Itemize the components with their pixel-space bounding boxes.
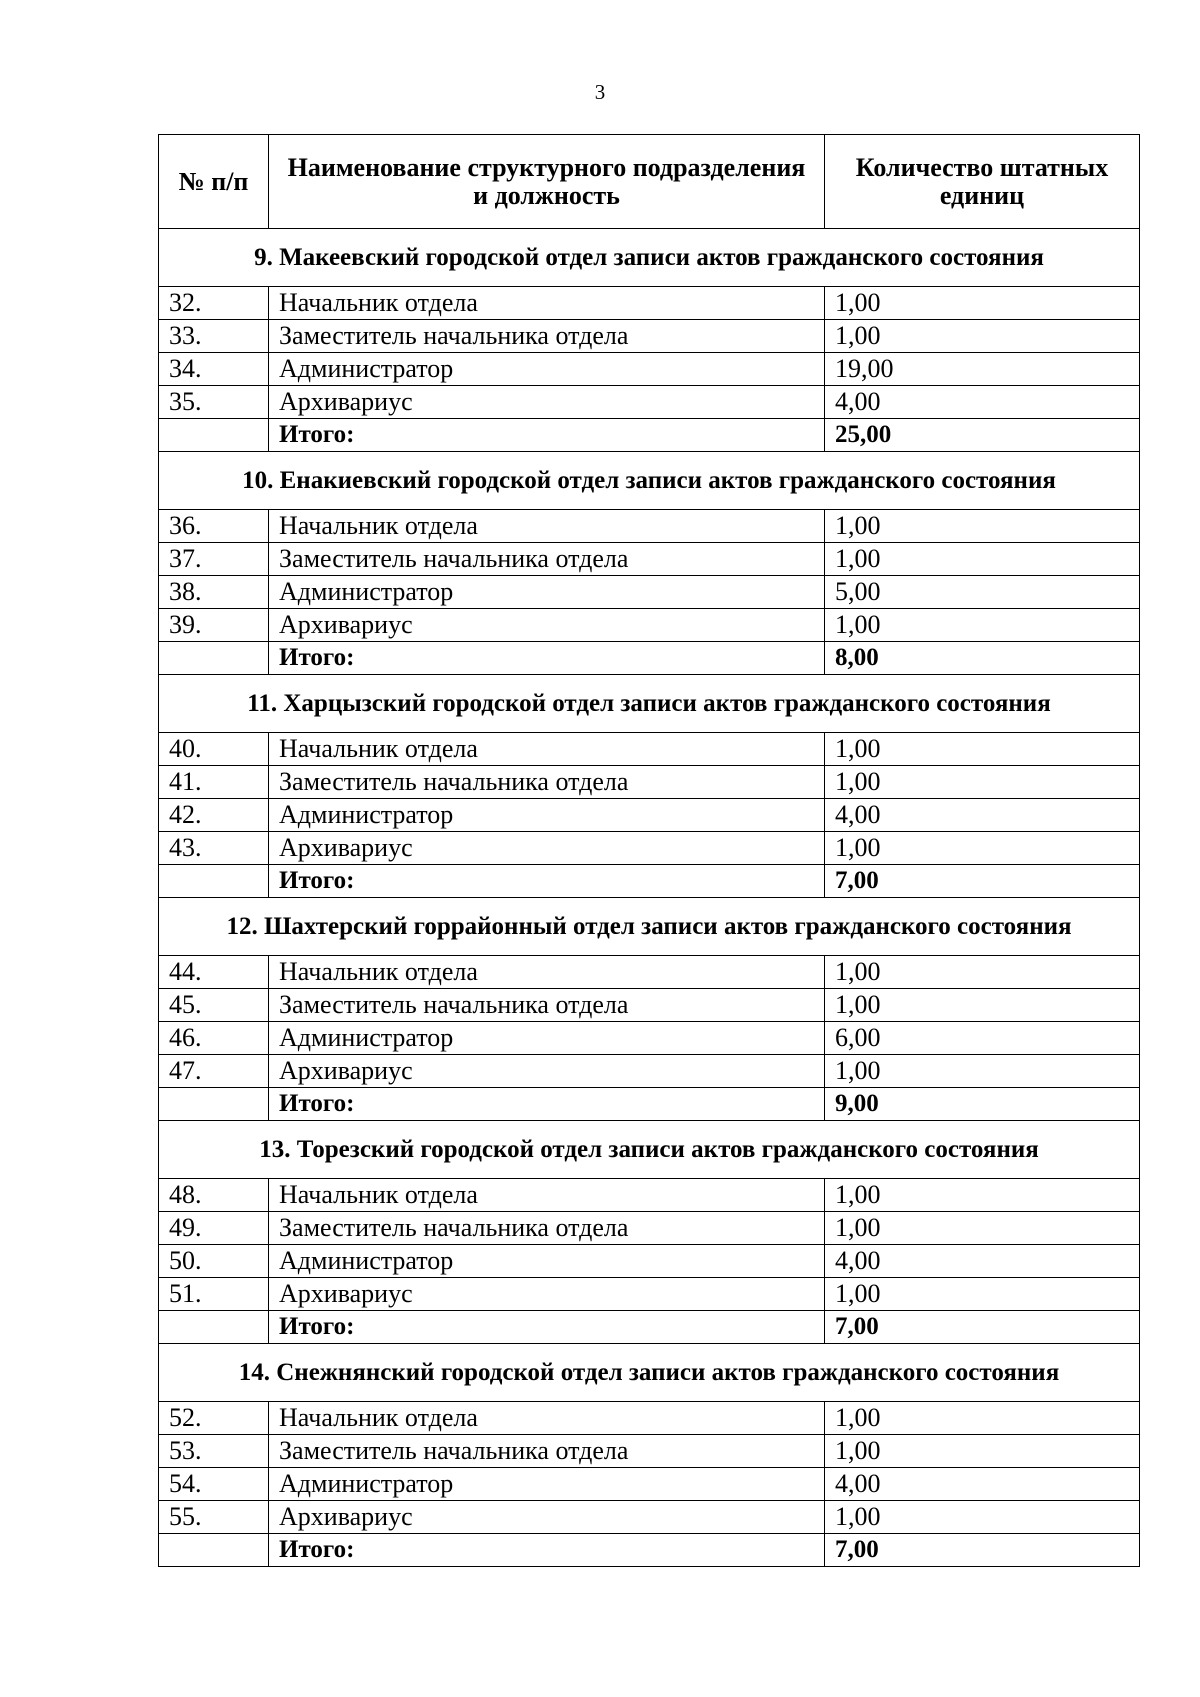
position-name: Администратор bbox=[269, 1245, 825, 1278]
row-number: 44. bbox=[159, 956, 269, 989]
position-name: Заместитель начальника отдела bbox=[269, 543, 825, 576]
row-number: 53. bbox=[159, 1435, 269, 1468]
table-row bbox=[159, 989, 1140, 1022]
section-title: 13. Торезский городской отдел записи актов гражданского состояния bbox=[159, 1121, 1140, 1179]
row-number: 32. bbox=[159, 287, 269, 320]
row-number: 48. bbox=[159, 1179, 269, 1212]
section-heading-row bbox=[159, 452, 1140, 510]
position-name: Администратор bbox=[269, 576, 825, 609]
row-number: 54. bbox=[159, 1468, 269, 1501]
staff-quantity: 5,00 bbox=[825, 576, 1140, 609]
table-row bbox=[159, 1245, 1140, 1278]
table-row bbox=[159, 353, 1140, 386]
table-row bbox=[159, 1055, 1140, 1088]
position-name: Заместитель начальника отдела bbox=[269, 1435, 825, 1468]
staff-quantity: 19,00 bbox=[825, 353, 1140, 386]
total-label: Итого: bbox=[269, 1534, 825, 1567]
row-number: 33. bbox=[159, 320, 269, 353]
position-name: Архивариус bbox=[269, 1501, 825, 1534]
staff-quantity: 1,00 bbox=[825, 1055, 1140, 1088]
total-empty-cell bbox=[159, 865, 269, 898]
section-heading-row bbox=[159, 1344, 1140, 1402]
total-label: Итого: bbox=[269, 419, 825, 452]
position-name: Архивариус bbox=[269, 609, 825, 642]
section-title: 9. Макеевский городской отдел записи актов гражданского состояния bbox=[159, 229, 1140, 287]
table-row bbox=[159, 832, 1140, 865]
staff-quantity: 1,00 bbox=[825, 1402, 1140, 1435]
table-row bbox=[159, 1435, 1140, 1468]
total-label: Итого: bbox=[269, 865, 825, 898]
table-row bbox=[159, 510, 1140, 543]
total-value: 8,00 bbox=[825, 642, 1140, 675]
row-number: 49. bbox=[159, 1212, 269, 1245]
position-name: Администратор bbox=[269, 1468, 825, 1501]
header-name: Наименование структурного подразделения и должность bbox=[269, 135, 825, 229]
table-row bbox=[159, 1501, 1140, 1534]
table-body bbox=[159, 229, 1140, 1567]
staff-quantity: 4,00 bbox=[825, 1245, 1140, 1278]
total-label: Итого: bbox=[269, 642, 825, 675]
table-row bbox=[159, 609, 1140, 642]
table-row bbox=[159, 1022, 1140, 1055]
row-number: 50. bbox=[159, 1245, 269, 1278]
position-name: Архивариус bbox=[269, 832, 825, 865]
position-name: Администратор bbox=[269, 799, 825, 832]
header-number: № п/п bbox=[159, 135, 269, 229]
total-row bbox=[159, 1534, 1140, 1567]
position-name: Архивариус bbox=[269, 1055, 825, 1088]
position-name: Администратор bbox=[269, 1022, 825, 1055]
position-name: Администратор bbox=[269, 353, 825, 386]
staff-quantity: 1,00 bbox=[825, 543, 1140, 576]
staff-quantity: 1,00 bbox=[825, 832, 1140, 865]
staff-quantity: 1,00 bbox=[825, 510, 1140, 543]
total-label: Итого: bbox=[269, 1088, 825, 1121]
staff-quantity: 1,00 bbox=[825, 1179, 1140, 1212]
total-row bbox=[159, 419, 1140, 452]
table-row bbox=[159, 1212, 1140, 1245]
staff-quantity: 4,00 bbox=[825, 799, 1140, 832]
table-row bbox=[159, 766, 1140, 799]
position-name: Начальник отдела bbox=[269, 956, 825, 989]
page-number: 3 bbox=[594, 80, 606, 104]
table-row bbox=[159, 733, 1140, 766]
section-heading-row bbox=[159, 675, 1140, 733]
row-number: 40. bbox=[159, 733, 269, 766]
table-row bbox=[159, 956, 1140, 989]
section-title: 11. Харцызский городской отдел записи актов гражданского состояния bbox=[159, 675, 1140, 733]
total-value: 7,00 bbox=[825, 1534, 1140, 1567]
staff-quantity: 1,00 bbox=[825, 1212, 1140, 1245]
staff-quantity: 1,00 bbox=[825, 989, 1140, 1022]
table-row bbox=[159, 1402, 1140, 1435]
position-name: Начальник отдела bbox=[269, 510, 825, 543]
staff-quantity: 1,00 bbox=[825, 733, 1140, 766]
row-number: 52. bbox=[159, 1402, 269, 1435]
staff-quantity: 1,00 bbox=[825, 1278, 1140, 1311]
row-number: 39. bbox=[159, 609, 269, 642]
staff-quantity: 1,00 bbox=[825, 1435, 1140, 1468]
total-value: 7,00 bbox=[825, 865, 1140, 898]
total-value: 9,00 bbox=[825, 1088, 1140, 1121]
staff-quantity: 1,00 bbox=[825, 766, 1140, 799]
total-row bbox=[159, 642, 1140, 675]
total-row bbox=[159, 1088, 1140, 1121]
position-name: Начальник отдела bbox=[269, 287, 825, 320]
position-name: Архивариус bbox=[269, 386, 825, 419]
staff-quantity: 1,00 bbox=[825, 609, 1140, 642]
position-name: Начальник отдела bbox=[269, 1179, 825, 1212]
staffing-table bbox=[158, 134, 1140, 1567]
position-name: Начальник отдела bbox=[269, 1402, 825, 1435]
table-header-row bbox=[159, 135, 1140, 229]
section-heading-row bbox=[159, 898, 1140, 956]
staff-quantity: 1,00 bbox=[825, 1501, 1140, 1534]
row-number: 46. bbox=[159, 1022, 269, 1055]
table-row bbox=[159, 1278, 1140, 1311]
staff-quantity: 4,00 bbox=[825, 386, 1140, 419]
staff-quantity: 1,00 bbox=[825, 287, 1140, 320]
header-quantity: Количество штатных единиц bbox=[825, 135, 1140, 229]
row-number: 47. bbox=[159, 1055, 269, 1088]
position-name: Заместитель начальника отдела bbox=[269, 1212, 825, 1245]
total-value: 7,00 bbox=[825, 1311, 1140, 1344]
table-row bbox=[159, 1468, 1140, 1501]
row-number: 36. bbox=[159, 510, 269, 543]
total-empty-cell bbox=[159, 419, 269, 452]
section-heading-row bbox=[159, 229, 1140, 287]
total-empty-cell bbox=[159, 642, 269, 675]
staff-quantity: 4,00 bbox=[825, 1468, 1140, 1501]
total-empty-cell bbox=[159, 1311, 269, 1344]
section-title: 10. Енакиевский городской отдел записи актов гражданского состояния bbox=[159, 452, 1140, 510]
staff-quantity: 1,00 bbox=[825, 956, 1140, 989]
table-row bbox=[159, 576, 1140, 609]
table-row bbox=[159, 799, 1140, 832]
row-number: 51. bbox=[159, 1278, 269, 1311]
row-number: 35. bbox=[159, 386, 269, 419]
row-number: 43. bbox=[159, 832, 269, 865]
total-row bbox=[159, 1311, 1140, 1344]
position-name: Заместитель начальника отдела bbox=[269, 320, 825, 353]
position-name: Заместитель начальника отдела bbox=[269, 766, 825, 799]
staff-quantity: 1,00 bbox=[825, 320, 1140, 353]
row-number: 37. bbox=[159, 543, 269, 576]
staff-quantity: 6,00 bbox=[825, 1022, 1140, 1055]
total-value: 25,00 bbox=[825, 419, 1140, 452]
position-name: Заместитель начальника отдела bbox=[269, 989, 825, 1022]
table-row bbox=[159, 320, 1140, 353]
row-number: 38. bbox=[159, 576, 269, 609]
row-number: 42. bbox=[159, 799, 269, 832]
section-title: 12. Шахтерский горрайонный отдел записи актов гражданского состояния bbox=[159, 898, 1140, 956]
row-number: 41. bbox=[159, 766, 269, 799]
position-name: Архивариус bbox=[269, 1278, 825, 1311]
total-label: Итого: bbox=[269, 1311, 825, 1344]
section-title: 14. Снежнянский городской отдел записи актов гражданского состояния bbox=[159, 1344, 1140, 1402]
table-row bbox=[159, 1179, 1140, 1212]
total-empty-cell bbox=[159, 1534, 269, 1567]
table-row bbox=[159, 287, 1140, 320]
row-number: 34. bbox=[159, 353, 269, 386]
position-name: Начальник отдела bbox=[269, 733, 825, 766]
total-row bbox=[159, 865, 1140, 898]
total-empty-cell bbox=[159, 1088, 269, 1121]
section-heading-row bbox=[159, 1121, 1140, 1179]
table-row bbox=[159, 386, 1140, 419]
table-row bbox=[159, 543, 1140, 576]
row-number: 45. bbox=[159, 989, 269, 1022]
row-number: 55. bbox=[159, 1501, 269, 1534]
